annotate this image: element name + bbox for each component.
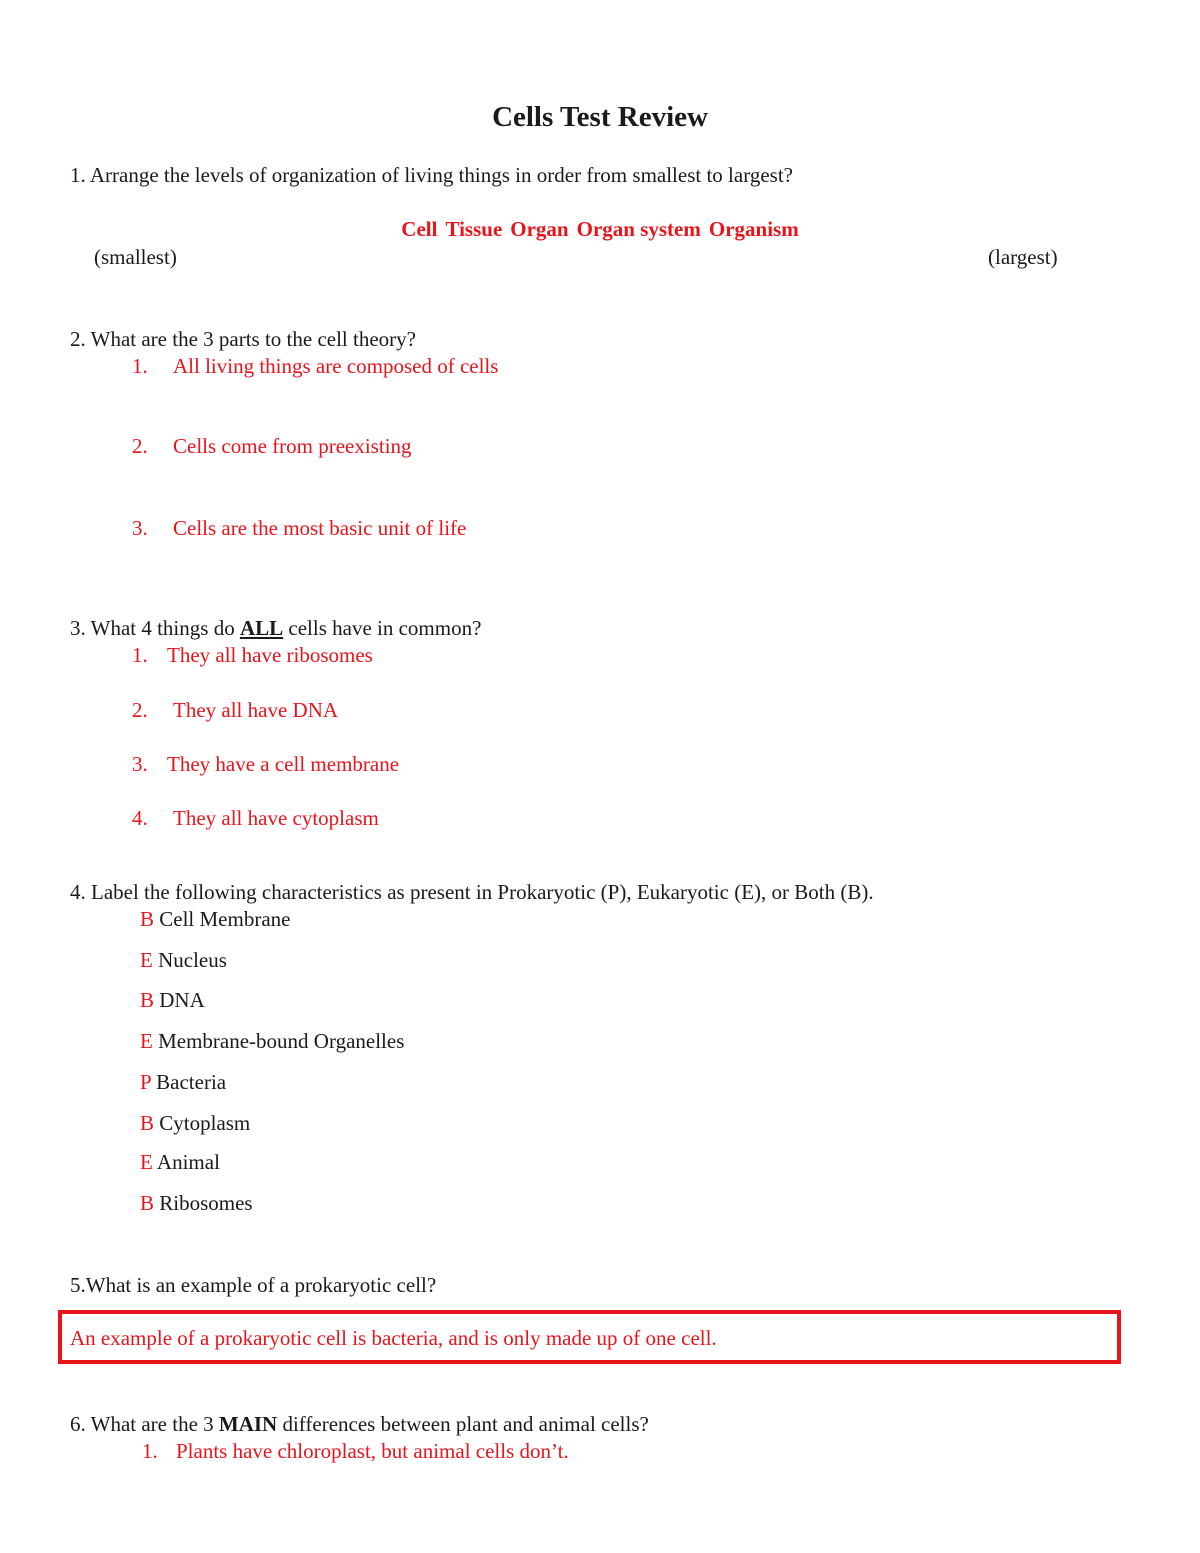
characteristic-item: [140, 950, 227, 971]
answer-number: 1.: [132, 354, 148, 378]
answer-text: They all have DNA: [173, 698, 339, 722]
characteristic-label: E: [140, 1029, 153, 1053]
answer-text: Plants have chloroplast, but animal cells don’t.: [176, 1439, 569, 1463]
answer-number: 3.: [132, 516, 148, 540]
question-6-prefix: 6. What are the 3: [70, 1412, 219, 1436]
answer-number: 1.: [142, 1439, 158, 1463]
characteristic-label: P: [140, 1070, 151, 1094]
characteristic-item: [140, 1072, 226, 1093]
answer-text: Cells come from preexisting: [173, 434, 412, 458]
characteristic-item: [140, 1152, 220, 1173]
answer-number: 4.: [132, 806, 148, 830]
answer-text: Cells are the most basic unit of life: [173, 516, 467, 540]
answer-text: They all have cytoplasm: [173, 806, 379, 830]
answer-text: They have a cell membrane: [167, 752, 400, 776]
characteristic-text: Bacteria: [156, 1070, 227, 1094]
characteristic-item: [140, 1193, 253, 1214]
characteristic-text: Membrane-bound Organelles: [158, 1029, 405, 1053]
characteristic-label: B: [140, 1191, 155, 1215]
chain-item: Cell: [401, 217, 438, 241]
page-title: Cells Test Review: [492, 101, 708, 133]
characteristic-text: Ribosomes: [159, 1191, 253, 1215]
question-3-suffix: cells have in common?: [283, 616, 482, 640]
answer-box: [58, 1310, 1121, 1364]
characteristic-label: E: [140, 948, 153, 972]
answer-text: All living things are composed of cells: [173, 354, 499, 378]
characteristic-label: B: [140, 907, 155, 931]
question-6-suffix: differences between plant and animal cells?: [277, 1412, 649, 1436]
characteristic-text: DNA: [159, 988, 205, 1012]
chain-item: Organ: [510, 217, 569, 241]
characteristic-item: [140, 990, 205, 1011]
largest-label: (largest): [988, 245, 1058, 269]
characteristic-text: Cell Membrane: [159, 907, 291, 931]
characteristic-item: [140, 1113, 250, 1134]
characteristic-label: E: [140, 1150, 153, 1174]
question-2: 2. What are the 3 parts to the cell theory?: [70, 327, 416, 351]
characteristic-text: Cytoplasm: [159, 1111, 251, 1135]
question-6: [70, 1414, 649, 1435]
answer-number: 2.: [132, 698, 148, 722]
chain-item: Organism: [708, 217, 799, 241]
chain-separator-icon: [569, 220, 577, 240]
characteristic-item: [140, 909, 290, 930]
characteristic-text: Nucleus: [158, 948, 227, 972]
answer-number: 3.: [132, 752, 148, 776]
question-3: [70, 618, 481, 639]
answer-number: 2.: [132, 434, 148, 458]
question-3-emphasis: ALL: [239, 616, 284, 640]
question-5: 5.What is an example of a prokaryotic cell?: [70, 1273, 437, 1297]
answer-text: They all have ribosomes: [167, 643, 373, 667]
characteristic-item: [140, 1031, 404, 1052]
question-3-prefix: 3. What 4 things do: [70, 616, 240, 640]
question-6-emphasis: MAIN: [218, 1412, 278, 1436]
answer-text: An example of a prokaryotic cell is bacteria, and is only made up of one cell.: [70, 1326, 717, 1350]
organization-chain: [0, 219, 1200, 240]
characteristic-label: B: [140, 1111, 155, 1135]
characteristic-text: Animal: [156, 1150, 220, 1174]
question-4: 4. Label the following characteristics as present in Prokaryotic (P), Eukaryotic (E), or Both (B).: [70, 880, 874, 904]
smallest-label: (smallest): [94, 245, 177, 269]
chain-item: Tissue: [445, 217, 503, 241]
question-1: 1. Arrange the levels of organization of living things in order from smallest to largest?: [70, 163, 793, 187]
characteristic-label: B: [140, 988, 155, 1012]
chain-item: Organ system: [576, 217, 701, 241]
chain-separator-icon: [701, 220, 709, 240]
answer-number: 1.: [132, 643, 148, 667]
